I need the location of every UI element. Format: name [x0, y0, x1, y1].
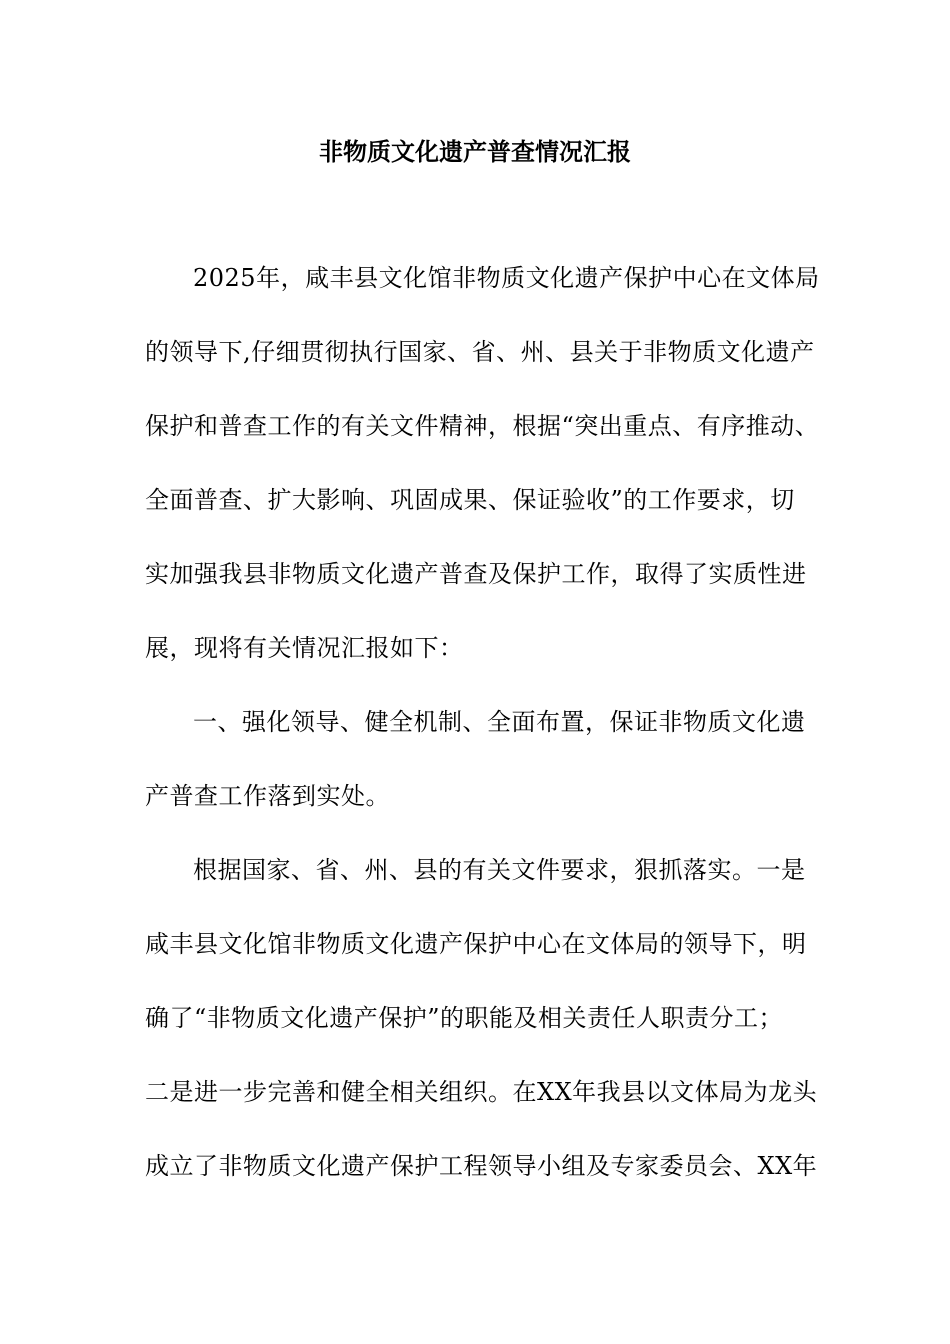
document-title: 非物质文化遗产普查情况汇报 — [319, 137, 631, 166]
text-line: 全面普查、扩大影响、巩固成果、保证验收”的工作要求，切 — [145, 486, 795, 514]
text-line: 产普查工作落到实处。 — [145, 782, 390, 810]
text-line: 二是进一步完善和健全相关组织。在XX年我县以文体局为龙头 — [145, 1078, 818, 1106]
text-line: 实加强我县非物质文化遗产普查及保护工作，取得了实质性进 — [145, 560, 807, 588]
text-line: 2025年，咸丰县文化馆非物质文化遗产保护中心在文体局 — [193, 264, 820, 292]
text-line: 成立了非物质文化遗产保护工程领导小组及专家委员会、XX年 — [145, 1152, 818, 1180]
text-line: 展，现将有关情况汇报如下： — [145, 634, 464, 662]
paragraph-section-heading — [145, 698, 815, 846]
text-line: 一、强化领导、健全机制、全面布置，保证非物质文化遗 — [193, 708, 806, 736]
text-line: 根据国家、省、州、县的有关文件要求，狠抓落实。一是 — [193, 856, 806, 884]
paragraph-body — [145, 846, 818, 1216]
text-line: 咸丰县文化馆非物质文化遗产保护中心在文体局的领导下，明 — [145, 930, 807, 958]
paragraph-intro — [145, 254, 820, 698]
text-line: 保护和普查工作的有关文件精神，根据“突出重点、有序推动、 — [145, 412, 820, 440]
document-body — [145, 254, 820, 1216]
text-line: 确了“非物质文化遗产保护”的职能及相关责任人职责分工； — [145, 1004, 784, 1032]
text-line: 的领导下,仔细贯彻执行国家、省、州、县关于非物质文化遗产 — [145, 338, 815, 366]
